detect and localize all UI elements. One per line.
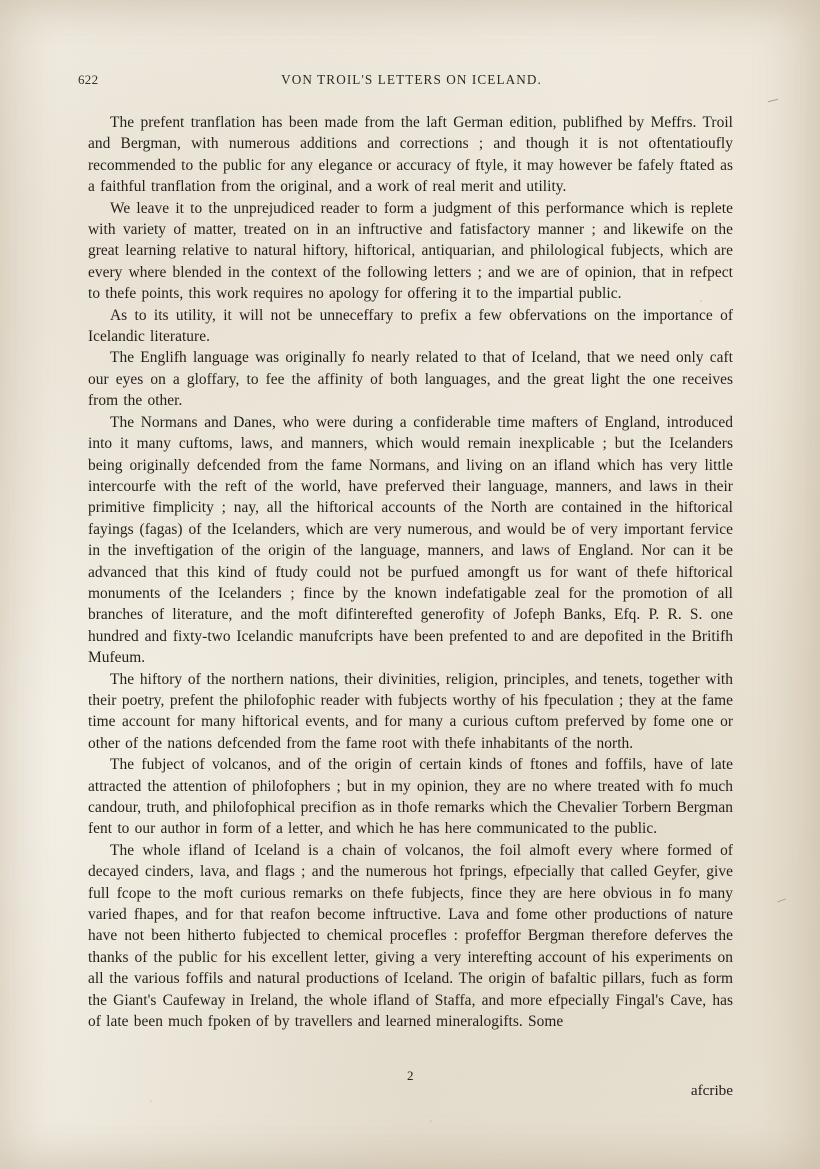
running-head-title: VON TROIL'S LETTERS ON ICELAND. [281, 72, 542, 87]
margin-mark-top [768, 99, 778, 102]
margin-mark-bottom [777, 898, 786, 902]
paragraph: The Englifh language was originally fo nearly related to that of Iceland, that we need only caft our eyes on a gloffary, to fee the affinity of both languages, and the great light the one receives from the other. [88, 349, 733, 410]
paragraph: The Normans and Danes, who were during a confiderable time mafters of England, introduced into it many cuftoms, laws, and manners, which would remain inexplicable ; but the Icelanders being originally defcended from the fame Normans, and living on an ifland which has very little intercourfe with the reft of the world, have preferved their language, manners, and laws in their primitive fimplicity ; nay, all the hiftorical accounts of the North are contained in the hiftorical fayings (fagas) of the Icelanders, which are very numerous, and would be of very important fervice in the inveftigation of the origin of the language, manners, and laws of England. Nor can it be advanced that this kind of ftudy could not be purfued amongft us for want of thefe hiftorical monuments of the Icelanders ; fince by the known indefatigable zeal for the promotion of all branches of literature, and the moft difinterefted generofity of Jofeph Banks, Efq. P. R. S. one hundred and fixty-two Icelandic manufcripts have been prefented to and are depofited in the Britifh Mufeum. [88, 413, 733, 667]
paragraph: The hiftory of the northern nations, their divinities, religion, principles, and tenets, together with their poetry, prefent the philofophic reader with fubjects worthy of his fpeculation ; they at the fame time account for many hiftorical events, and for many a curious cuftom preferved by fome one or other of the nations defcended from the fame root with thefe inhabitants of the north. [88, 670, 733, 752]
paragraph: The whole ifland of Iceland is a chain of volcanos, the foil almoft every where formed of decayed cinders, lava, and flags ; and the numerous hot fprings, efpecially that called Geyfer, give full fcope to the moft curious remarks on thefe fubjects, fince they are here obvious in fo many varied fhapes, and for that reafon become inftructive. Lava and fome other productions of nature have not been hitherto fubjected to chemical procefles : profeffor Bergman therefore deferves the thanks of the public for his excellent letter, giving a very interefting account of his experiments on all the various foffils and natural productions of Iceland. The origin of bafaltic pillars, fuch as form the Giant's Caufeway in Ireland, the whole ifland of Staffa, and more efpecially Fingal's Cave, has of late been much fpoken of by travellers and learned mineralogifts. Some [88, 841, 733, 1031]
running-head [78, 72, 723, 88]
paragraph: The fubject of volcanos, and of the origin of certain kinds of ftones and foffils, have of late attracted the attention of philofophers ; but in my opinion, they are no where treated with fo much candour, truth, and philofophical precifion as in thofe remarks which the Chevalier Torbern Bergman fent to our author in form of a letter, and which he has here communicated to the public. [88, 756, 733, 838]
paragraph: As to its utility, it will not be unneceffary to prefix a few obfervations on the importance of Icelandic literature. [88, 306, 733, 346]
signature-mark: 2 [407, 1068, 414, 1083]
paragraph: The prefent tranflation has been made from the laft German edition, publifhed by Meffrs. Troil and Bergman, with numerous additions and corrections ; and though it is not oftentatioufly recommended to the public for any elegance or accuracy of ftyle, it may however be fafely ftated as a faithful tranflation from the original, and a work of real merit and utility. [88, 114, 733, 196]
catchword: afcribe [690, 1082, 733, 1099]
page-footer [88, 1068, 733, 1099]
page-number: 622 [78, 72, 99, 87]
paragraph: We leave it to the unprejudiced reader to form a judgment of this performance which is replete with variety of matter, treated on in an inftructive and fatisfactory manner ; and likewife on the great learning relative to natural hiftory, hiftorical, antiquarian, and philological fubjects, which are every where blended in the context of the following letters ; and we are of opinion, that in refpect to thefe points, this work requires no apology for offering it to the impartial public. [88, 199, 733, 303]
page-content [78, 72, 733, 1032]
